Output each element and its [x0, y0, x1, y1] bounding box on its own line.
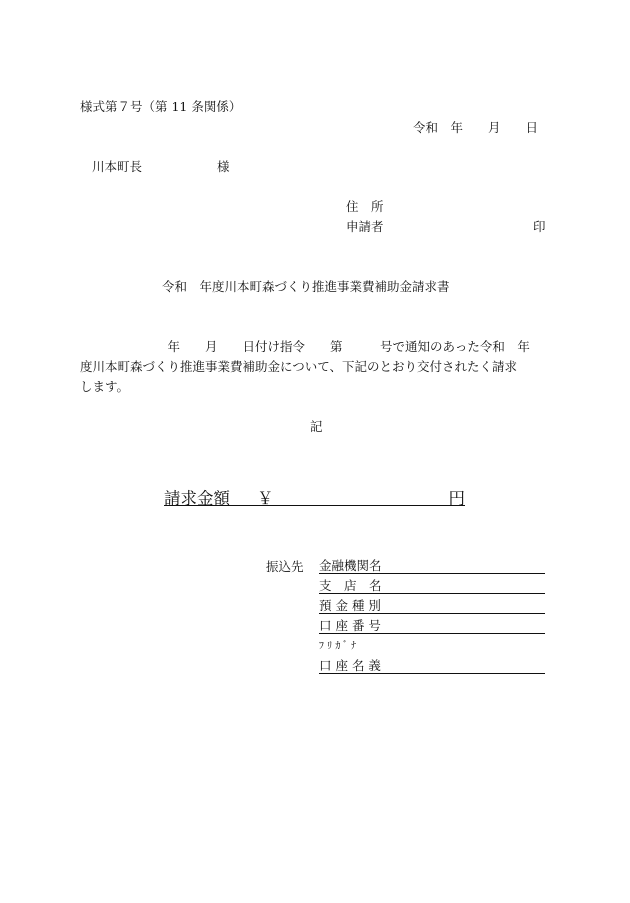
body-text-line-1: 年 月 日付け指令 第 号で通知のあった令和 年 [80, 339, 530, 354]
request-amount-field [164, 485, 465, 506]
seal-mark: 印 [533, 219, 546, 234]
branch-name-field: 支 店 名 [319, 576, 545, 594]
yen-unit: 円 [448, 489, 465, 508]
document-title: 令和 年度川本町森づくり推進事業費補助金請求書 [162, 279, 450, 294]
request-amount-label: 請求金額 [164, 489, 230, 508]
yen-symbol: ￥ [257, 489, 274, 508]
account-type-field: 預 金 種 別 [319, 596, 545, 614]
account-holder-field: 口 座 名 義 [319, 656, 545, 674]
applicant-label: 申請者 [346, 219, 384, 234]
address-label: 住 所 [346, 199, 384, 214]
account-number-field: 口 座 番 号 [319, 616, 545, 634]
form-number: 様式第７号（第 11 条関係） [80, 99, 242, 114]
body-text-line-2: 度川本町森づくり推進事業費補助金について、下記のとおり交付されたく請求 [80, 359, 518, 374]
furigana-label: ﾌ ﾘ ｶ ﾞ ﾅ [319, 641, 357, 652]
transfer-destination-label: 振込先 [266, 559, 304, 574]
body-text-line-3: します。 [80, 379, 130, 394]
ki-heading: 記 [310, 419, 323, 434]
date-line: 令和 年 月 日 [413, 120, 539, 135]
bank-name-field: 金融機関名 [319, 556, 545, 574]
addressee: 川本町長 様 [92, 159, 230, 174]
